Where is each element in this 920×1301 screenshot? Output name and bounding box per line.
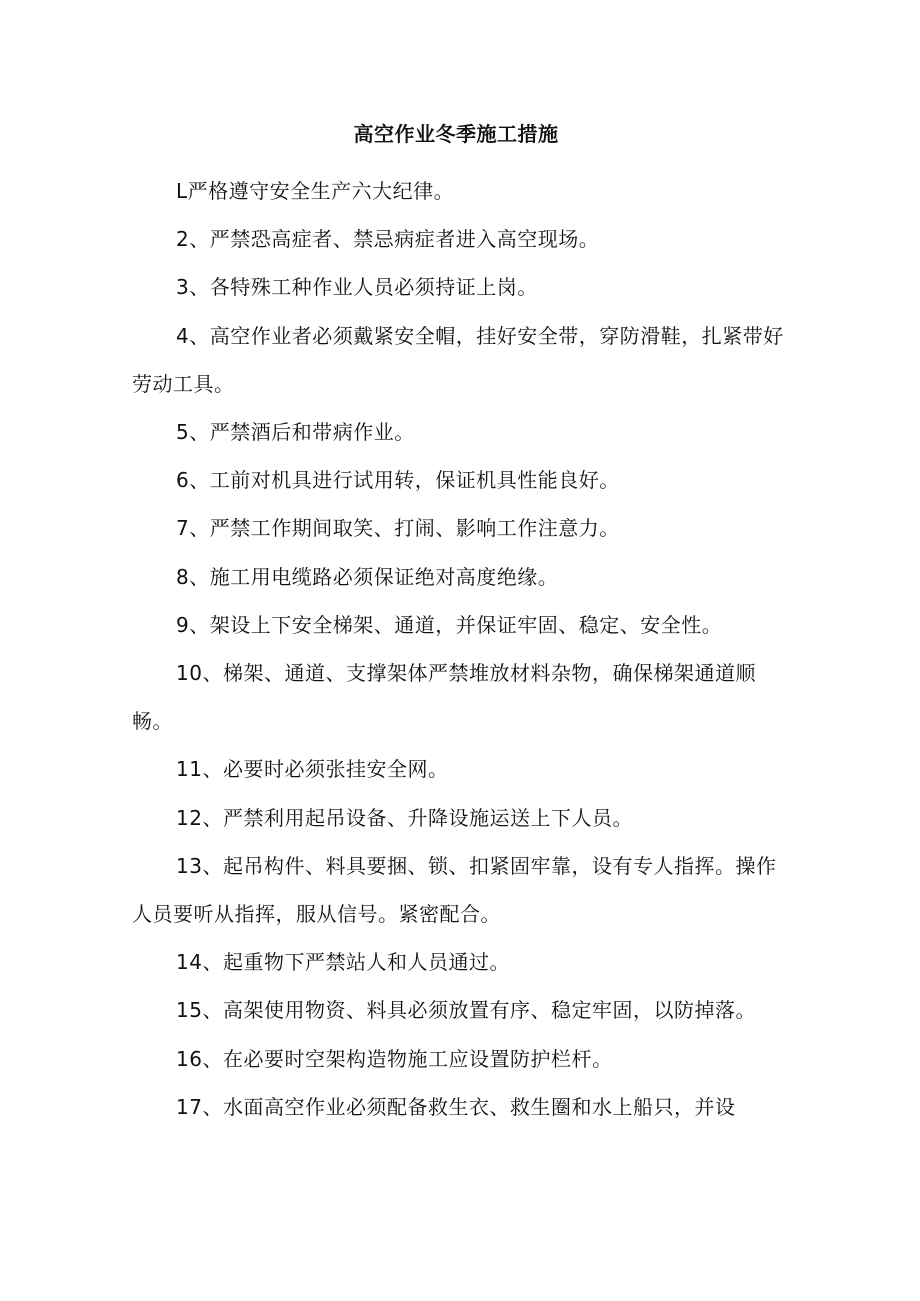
list-item: 13、起吊构件、料具要捆、锁、扣紧固牢靠，设有专人指挥。操作人员要听从指挥，服从信号。紧密配合。 — [132, 853, 777, 927]
list-item: 3、各特殊工种作业人员必须持证上岗。 — [176, 275, 538, 300]
list-item: L严格遵守安全生产六大纪律。 — [176, 179, 455, 203]
list-item: 9、架设上下安全梯架、通道，并保证牢固、稳定、安全性。 — [176, 612, 723, 637]
list-item: 12、严禁利用起吊设备、升降设施运送上下人员。 — [176, 805, 633, 830]
list-item: 8、施工用电缆路必须保证绝对高度绝缘。 — [176, 564, 559, 589]
list-item: 4、高空作业者必须戴紧安全帽，挂好安全带，穿防滑鞋，扎紧带好劳动工具。 — [132, 323, 784, 396]
list-item: 11、必要时必须张挂安全网。 — [176, 757, 449, 782]
list-item: 14、起重物下严禁站人和人员通过。 — [176, 950, 510, 975]
list-item: 16、在必要时空架构造物施工应设置防护栏杆。 — [176, 1046, 613, 1071]
document-body — [132, 167, 788, 1131]
list-item: 2、严禁恐高症者、禁忌病症者进入高空现场。 — [176, 227, 600, 252]
list-item: 7、严禁工作期间取笑、打闹、影响工作注意力。 — [176, 516, 620, 541]
list-item: 5、严禁酒后和带病作业。 — [176, 420, 415, 445]
list-item: 17、水面高空作业必须配备救生衣、救生圈和水上船只，并设 — [176, 1094, 736, 1119]
list-item: 6、工前对机具进行试用转，保证机具性能良好。 — [176, 468, 620, 493]
list-item: 10、梯架、通道、支撑架体严禁堆放材料杂物，确保梯架通道顺畅。 — [132, 661, 756, 734]
list-item: 15、高架使用物资、料具必须放置有序、稳定牢固，以防掉落。 — [176, 998, 756, 1023]
document-title: 高空作业冬季施工措施 — [353, 122, 559, 146]
